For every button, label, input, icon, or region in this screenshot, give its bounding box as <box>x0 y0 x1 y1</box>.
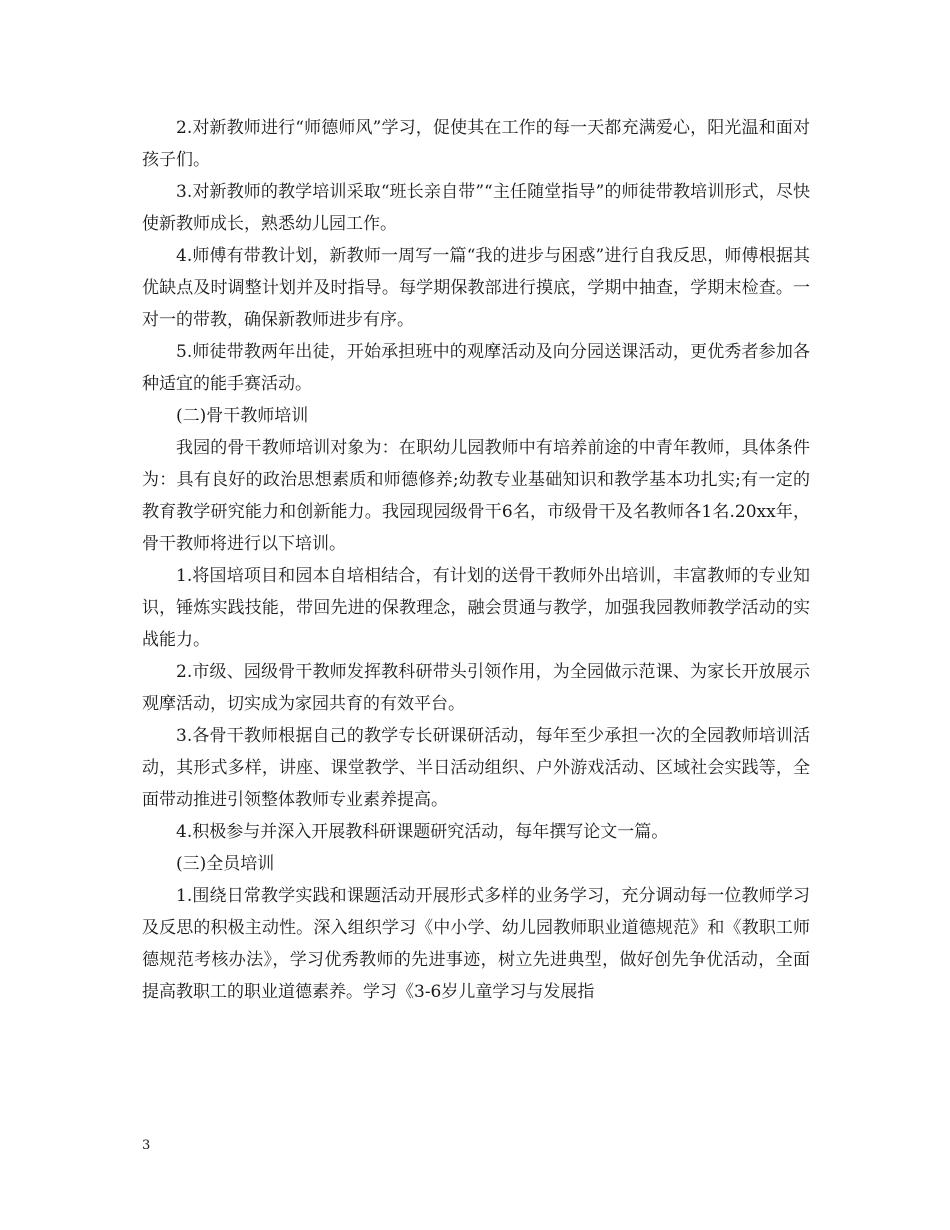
paragraph-mentorship-graduation: 5.师徒带教两年出徒，开始承担班中的观摩活动及向分园送课活动，更优秀者参加各种适宜的能手赛活动。 <box>142 342 810 394</box>
paragraph-key-teacher-demo: 2.市级、园级骨干教师发挥教科研带头引领作用，为全园做示范课、为家长开放展示观摩活动，切实成为家园共育的有效平台。 <box>142 662 810 714</box>
paragraph-all-staff-study: 1.围绕日常教学实践和课题活动开展形式多样的业务学习，充分调动每一位教师学习及反思的积极主动性。深入组织学习《中小学、幼儿园教师职业道德规范》和《教职工师德规范考核办法》，学习优秀教师的先进事迹，树立先进典型，做好创先争优活动，全面提高教职工的职业道德素养。学习《3-6岁儿童学习与发展指 <box>142 886 810 1002</box>
paragraph-research-papers: 4.积极参与并深入开展教科研课题研究活动，每年撰写论文一篇。 <box>176 822 669 842</box>
section-heading-key-teachers: (二)骨干教师培训 <box>176 406 309 426</box>
paragraph-new-teacher-mentoring: 3.对新教师的教学培训采取“班长亲自带”“主任随堂指导”的师徒带教培训形式，尽快使新教师成长，熟悉幼儿园工作。 <box>142 182 810 234</box>
paragraph-key-teacher-training: 1.将国培项目和园本自培相结合，有计划的送骨干教师外出培训，丰富教师的专业知识，锤炼实践技能，带回先进的保教理念，融会贯通与教学，加强我园教师教学活动的实战能力。 <box>142 566 810 650</box>
paragraph-key-teacher-criteria: 我园的骨干教师培训对象为：在职幼儿园教师中有培养前途的中青年教师，具体条件为：具有良好的政治思想素质和师德修养;幼教专业基础知识和教学基本功扎实;有一定的教育教学研究能力和创新能力。我园现园级骨干6名，市级骨干及名教师各1名.20xx年，骨干教师将进行以下培训。 <box>142 438 810 554</box>
page-number: 3 <box>142 1138 151 1153</box>
paragraph-key-teacher-workshops: 3.各骨干教师根据自己的教学专长研课研活动，每年至少承担一次的全园教师培训活动，其形式多样，讲座、课堂教学、半日活动组织、户外游戏活动、区域社会实践等，全面带动推进引领整体教师专业素养提高。 <box>142 726 810 810</box>
paragraph-mentor-plan: 4.师傅有带教计划，新教师一周写一篇“我的进步与困惑”进行自我反思，师傅根据其优缺点及时调整计划并及时指导。每学期保教部进行摸底，学期中抽查，学期末检查。一对一的带教，确保新教师进步有序。 <box>142 246 810 330</box>
section-heading-all-staff: (三)全员培训 <box>176 854 275 874</box>
document-page <box>142 112 810 1008</box>
paragraph-new-teacher-ethics: 2.对新教师进行“师德师风”学习，促使其在工作的每一天都充满爱心，阳光温和面对孩子们。 <box>142 118 810 170</box>
